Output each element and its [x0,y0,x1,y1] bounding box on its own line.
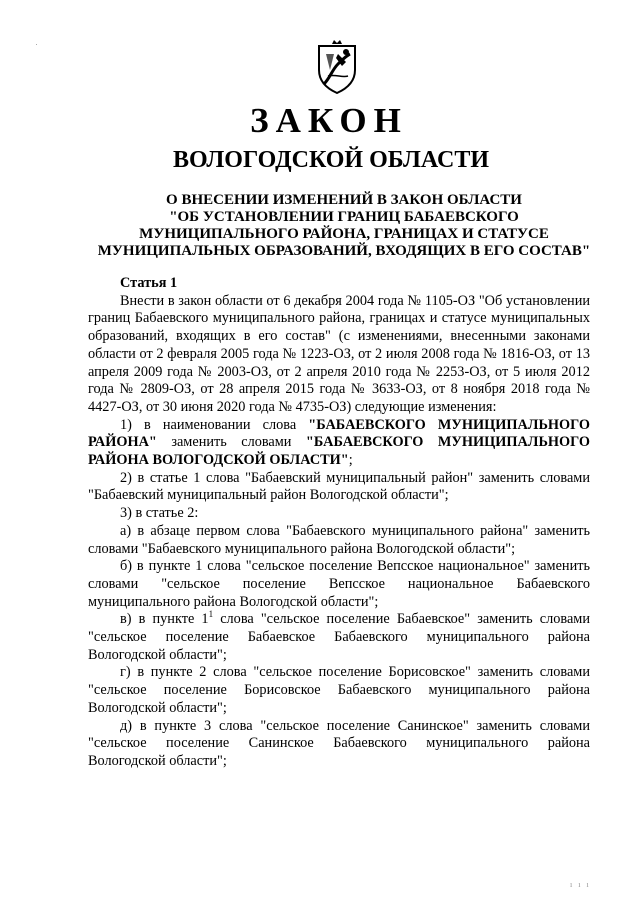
item-text: заменить словами [156,434,306,451]
article-heading: Статья 1 [120,275,178,291]
subtitle-line: МУНИЦИПАЛЬНОГО РАЙОНА, ГРАНИЦАХ И СТАТУСЕ [139,226,549,242]
amendment-subitem-b: б) в пункте 1 слова "сельское поселение Вепсское национальное" заменить словами "сельское поселение Вепсское национальное Бабаевского муниципального района Вологодской области"; [88,558,590,610]
amendment-subitem-v [88,611,590,664]
subtitle-line: "ОБ УСТАНОВЛЕНИИ ГРАНИЦ БАБАЕВСКОГО [169,209,519,225]
amendment-item-3: 3) в статье 2: [120,505,199,522]
subtitle-line: О ВНЕСЕНИИ ИЗМЕНЕНИЙ В ЗАКОН ОБЛАСТИ [166,192,522,208]
article-intro: Внести в закон области от 6 декабря 2004 года № 1105-ОЗ "Об установлении границ Бабаевского муниципального района, границах и статусе муниципальных образований, входящих в его состав" (с изменениями, внесенными законами области от 2 февраля 2005 года № 1223-ОЗ, от 2 июля 2008 года № 1816-ОЗ, от 13 апреля 2009 года № 2003-ОЗ, от 2 апреля 2010 года № 2253-ОЗ, от 5 июля 2012 года № 2809-ОЗ, от 28 апреля 2015 года № 3633-ОЗ, от 8 ноября 2018 года № 4427-ОЗ, от 30 июня 2020 года № 4735-ОЗ) следующие изменения: [88,292,590,415]
item-quote-new: "БАБАЕВСКОГО МУНИЦИПАЛЬНОГО РАЙОНА ВОЛОГОДСКОЙ ОБЛАСТИ" [88,434,590,469]
item-text: слова "сельское поселение Бабаевское" заменить словами "сельское поселение Бабаевское Бабаевского муниципального района Вологодской области"; [88,611,591,663]
item-text: 1) в наименовании слова [120,416,309,433]
document-subtitle [84,192,604,260]
amendment-item-1 [88,417,590,470]
document-body [88,275,590,771]
subtitle-line: МУНИЦИПАЛЬНЫХ ОБРАЗОВАНИЙ, ВХОДЯЩИХ В ЕГО СОСТАВ" [97,243,591,259]
amendment-item-2: 2) в статье 1 слова "Бабаевский муниципальный район" заменить словами "Бабаевский муниципальный район Вологодской области"; [88,469,590,504]
item-quote-old: "БАБАЕВСКОГО МУНИЦИПАЛЬНОГО РАЙОНА" [88,416,590,451]
superscript: 1 [208,609,214,620]
amendment-subitem-d: д) в пункте 3 слова "сельское поселение Санинское" заменить словами "сельское поселение Санинское Бабаевского муниципального района Вологодской области"; [88,717,590,769]
page-marks: ı ı ı [570,880,591,889]
document-region: ВОЛОГОДСКОЙ ОБЛАСТИ [172,147,490,173]
vologda-coat-of-arms-icon [316,40,358,94]
item-text: ; [348,452,353,469]
scan-dot [36,44,37,45]
document-title: ЗАКОН [250,101,408,140]
amendment-subitem-g: г) в пункте 2 слова "сельское поселение Борисовское" заменить словами "сельское поселение Борисовское Бабаевского муниципального района Вологодской области"; [88,664,590,716]
item-text: в) в пункте 1 [120,611,209,628]
amendment-subitem-a: а) в абзаце первом слова "Бабаевского муниципального района" заменить словами "Бабаевского муниципального района Вологодской области"; [88,522,590,557]
